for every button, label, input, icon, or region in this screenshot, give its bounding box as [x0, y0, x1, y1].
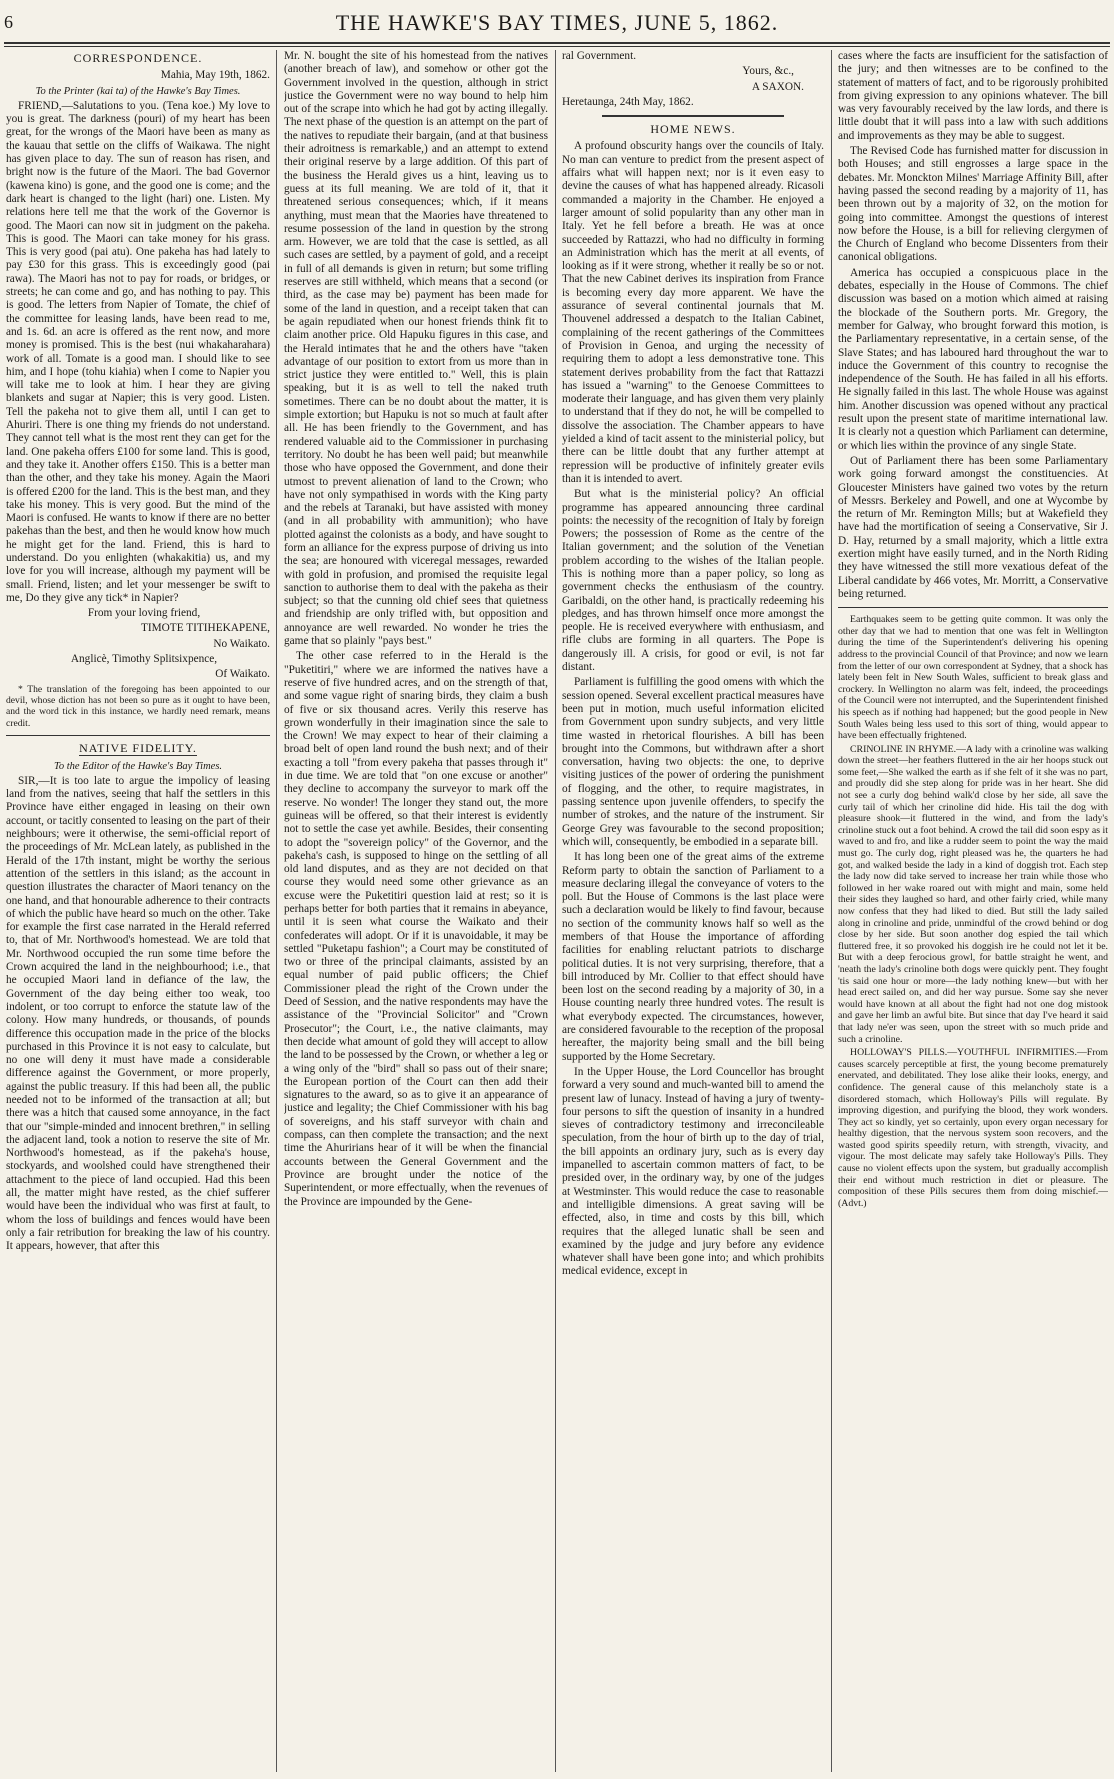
earthquake-paragraph: Earthquakes seem to be getting quite common. It was only the other day that we had to mention that one was felt in Wellington during the time of the Superintendent's delivering his opening address to the provincial Council of that Province; and now we learn from the letter of our own correspondent at Sydney, that a shock has lately been felt in New South Wales, sufficient to break glass and crockery. In Wellington no alarm was felt, indeed, the proceedings of the Council were not interrupted, and the Superintendent finished his speech as if nothing had happened; but the good people in New South Wales being less used to this sort of thing, would appear to have been effectually frightened.: [838, 614, 1108, 742]
masthead: [0, 6, 1114, 46]
column-4: [838, 50, 1108, 1772]
home-news-paragraph: A profound obscurity hangs over the councils of Italy. No man can venture to predict from the present aspect of affairs what will happen next; nor is it even easy to devine the causes of what has happened already. Ricasoli commanded a majority in the Chamber. He enjoyed a larger amount of solid popularity than any other man in Italy. Yet he fell before a breath. He was at once succeeded by Rattazzi, who had no difficulty in forming an Administration which has the merit at all events, of looking as if it were strong, whether it really be so or not. That the new Cabinet derives its inspiration from France is becoming every day more apparent. We have the assurance of several continental journals that M. Thouvenel addressed a despatch to the Italian Cabinet, complaining of the recent gatherings of the Committees of Provision in Genoa, and urging the necessity of requiring them to adopt a less demonstrative tone. This statement derives probability from the fact that Rattazzi has issued a "warning" to the Genoese Committees to moderate their language, and has given them very plainly to understand that if they do not, he will be compelled to dissolve the association. The Chamber appears to have yielded a kind of tacit assent to the ministerial policy, but there can be little doubt that any further attempt at repression will be productive of infinitely greater evils than it is intended to avert.: [562, 140, 824, 485]
letter-signature: TIMOTE TITIHEKAPENE,: [140, 622, 270, 635]
column-1: [6, 50, 270, 1772]
home-news-paragraph: Parliament is fulfilling the good omens with which the session opened. Several excellent practical measures have been put in motion, much useful information elicited from Government upon sundry subjects, and very little time wasted in rhetorical flourishes. A bill has been brought into the Commons, but withdrawn after a short conversation, having two objects: the one, to deprive visiting justices of the power of ordering the punishment of flogging, and the other, to require magistrates, in passing sentence upon juvenile offenders, to specify the number of strokes, and the nature of the instrument. Sir George Grey was favourable to the second proposition; which will, consequently, be embodied in a separate bill.: [562, 676, 824, 848]
home-news-heading: HOME NEWS.: [650, 122, 736, 137]
letter-signature-place: No Waikato.: [213, 637, 270, 650]
section-divider: [838, 607, 1108, 608]
holloway-title: HOLLOWAY'S PILLS.—YOUTHFUL INFIRMITIES.: [850, 1047, 1077, 1059]
home-news-paragraph: Out of Parliament there has been some Parliamentary work going forward amongst the constituencies. At Gloucester Ministers have gained two votes by the return of Messrs. Berkeley and Powell, and one at Wycombe by the return of Mr. Remington Mills; but at Wakefield they have had the mortification of seeing a Conservative, Sir J. D. Hay, returned by a small majority, which a little extra exertion might have easily turned, and in the North Riding they have witnessed the still more vexatious defeat of the Liberal candidate by 466 votes, Mr. Morritt, a Conservative being returned.: [838, 454, 1108, 600]
crinoline-title: CRINOLINE IN RHYME.: [850, 743, 957, 755]
letter-closing: From your loving friend,: [87, 607, 201, 620]
holloway-text: —From causes scarcely perceptible at first, the young become prematurely enervated, and debilitated. They lose alike their looks, energy, and confidence. The general cause of this melancholy state is a disordered stomach, which Holloway's Pills will regulate. By improving digestion, and purifying the blood, they work wonders. They act so kindly, yet so certainly, upon every organ necessary for healthy digestion, that the nervous system soon recovers, and the wasted good spirits speedily return, with strength, vivacity, and vigour. The most delicate may safely take Holloway's Pills. They cause no violent effects upon the system, but gradually accomplish their end without much restriction in diet or pleasure. The composition of these Pills secures them from doing mischief.—(Advt.): [838, 1047, 1108, 1209]
letter-body: FRIEND,—Salutations to you. (Tena koe.) My love to you is great. The darkness (pouri) of my heart has been great, for the wrongs of the Maori have been as many as the kauau that settle on the cliffs of Waikawa. The night has given place to day. The sun of reason has risen, and bright now is the future of the Maori. The bad Governor (kawena kino) is gone, and the good one is come; and the dark heart is changed to the light (hari) one. Listen. My relations here tell me that the work of the Governor is good. The Maori can now sit in judgment on the pakeha. This is good. The Maori can take money for his grass. This is very good (pai atu). One pakeha has had lately to pay £30 for this grass. This is exceedingly good (pai rawa). The Maori has not to pay for roads, or bridges, or streets; he can come and go, and has nothing to pay. This is good. The letters from Napier of Tomate, the chief of the committee for leasing lands, have been read to me, and 1s. 6d. an acre is offered as the rent now, and more money is promised. This is the best (nui whakaharahara) work of all. Tomate is a good man. I should like to see him, and I hope (tohu kiahia) when I come to Napier you will take me to look at him. I hear they are giving blankets and sugar at Napier; this is very good. Listen. Tell the pakeha not to give them all, until I can get to Ahuriri. There is one thing my friends do not understand. They cannot tell what is the most rent they can get for the land. One pakeha offers £100 for some land. This is good, and they take it. Another offers £150. This is a better man than the other, and they take his money. Again the Maori is offered £200 for the land. This is the best man, and they take his money. This is very good. But the mind of the Maori is confused. He wants to know if there are no better pakehas than the best, and then he would know how much he might get for the land. Friend, this is hard to understand. Do you enlighten (whakakitia) us, and my love for you will increase, although my payment will be small. Friend, listen; and let your messenger be swift to me, Do they give any tick* in Napier?: [6, 99, 270, 604]
column-divider: [276, 50, 277, 1772]
native-fidelity-puketitiri: The other case referred to in the Herald is the "Puketitiri," where we are informed the natives have a reserve of five hundred acres, and on the strength of that, and some vague right of snaring birds, they claim a bush of five or six thousand acres. Verily this reserve has grown wonderfully in their imagination since the sale to the Crown! We may expect to hear of their claiming a broad belt of open land round the bush next; and of their exacting a toll "from every pakeha that passes through it" in due time. We are told that "on one excuse or another" they decline to accompany the surveyor to mark off the reserve. No wonder! The longer they stand out, the more guineas will be offered, so that their interest is evidently not to settle the case yet awhile. Besides, their consenting to adopt the "sovereign policy" of the Governor, and the pakeha's cash, is supposed to hinge on the settling of all old land disputes, and as they are not decided on that course they would need some other grievance as an excuse were the Puketitiri question laid at rest; so it is perhaps better for both parties that it remains in abeyance, until it is seen what course the Waikato and their confederates will adopt. Or if it is unavoidable, it may be settled "Puketapu fashion"; a Court may be constituted of two or three of the principal claimants, assisted by an equal number of paid public officers; the Chief Commissioner plead the right of the Crown under the Deed of Session, and the native respondents may have the assistance of the "Provincial Solicitor" and "Crown Prosecutor"; the Court, i.e., the native claimants, may then decide what amount of gold they will accept to allow the land to be possessed by the Crown, or whether a leg or a wing only of the "bird" shall so pass out of their snare; the European portion of the Court can then add their signatures to the award, so as to give it an appearance of justice and legality; the Chief Commissioner with his bag of sovereigns, and his staff surveyor with chain and compass, can then complete the transaction; and the next time the Ahuririans hear of it will be when the financial accounts between the General Government and the Province are brought under the notice of the Superintendent, or more effectually, when the revenues of the Province are impounded by the Gene-: [284, 650, 548, 1208]
masthead-rule-thin: [4, 46, 1110, 47]
native-fidelity-heading-text: NATIVE FIDELITY.: [79, 741, 197, 756]
column-2: [284, 50, 548, 1772]
correspondence-heading: CORRESPONDENCE.: [73, 51, 203, 65]
column-divider: [831, 50, 832, 1772]
newspaper-title: THE HAWKE'S BAY TIMES, JUNE 5, 1862.: [335, 10, 779, 35]
saxon-closing: Yours, &c.,: [742, 65, 794, 78]
native-fidelity-addressee: To the Editor of the Hawke's Bay Times.: [53, 760, 223, 772]
native-fidelity-continued: Mr. N. bought the site of his homestead from the natives (another breach of law), and somehow or other got the Government involved in the question, although in strict justice the Government were no way bound to help him out of the scrape into which he had got by acting illegally. The next phase of the question is an attempt on the part of the natives to repudiate their bargain, (and at that business their adroitness is remarkable,) and an attempt to extend their original reserve by a large addition. Of this part of the business the Herald gives us a hint, leaving us to guess at its full meaning. We are told of it, that it threatened serious consequences; which, if it means anything, must mean that the Maories have threatened to resume possession of the land in question by the strong arm. However, we are told that the case is settled, as all such cases are settled, by a payment of gold, and a receipt in full of all demands is given in return; but some trifling reserves are still withheld, which means that a second (or third, as the case may be) payment has been made for some of the land in question, and a receipt taken that can be again repudiated when our honest friends think fit to claim another price. Old Hapuku figures in this case, and the Herald intimates that he and the others have "taken advantage of our position to extort from us more than in strict justice they were entitled to." Well, this is plain speaking, but it is as well to tell the naked truth sometimes. There can be no doubt about the matter, it is simple extortion; but Hapuku is not so much at fault after all. He has been friendly to the Government, and has rendered valuable aid to the Commissioner in purchasing territory. No doubt he has been well paid; but meanwhile those who have opposed the Government, and done their utmost to prevent alienation of land to the Crown; who have not only sympathised in words with the King party and the rebels at Taranaki, but have assisted with money (and in all probability with ammunition); who have plotted against the colonists as a body, and have sought to form an alliance for the express purpose of driving us into the sea; are honoured with viceregal messages, rewarded with gold in profusion, and promised the requisite legal sanction to authorise them to deal with the pakeha as their subject; so that the cunning old chief sees that quietness and friendship are only trifled with, but opposition and annoyance are well rewarded. No wonder he tries the game that so plainly "pays best.": [284, 50, 548, 648]
column-3: [562, 50, 824, 1772]
native-fidelity-heading: [6, 742, 270, 755]
masthead-rule: [4, 42, 1110, 44]
saxon-signature: A SAXON.: [751, 80, 804, 93]
column-divider: [555, 50, 556, 1772]
home-news-paragraph: It has long been one of the great aims of the extreme Reform party to obtain the sanction of Parliament to a measure declaring illegal the conveyance of voters to the poll. But the House of Commons is the last place were such a declaration would be likely to find favour, because no section of the community knows half so well as the members of that House the importance of affording facilities for enabling reluctant patriots to discharge political duties. It is not very surprising, therefore, that a bill introduced by Mr. Collier to that effect should have been lost on the second reading by a majority of 30, in a House counting nearly three hundred votes. The result is what everybody expected. The circumstances, however, are considered favourable to the reception of the proposal hereafter, the majority being small and the bill being supported by the Home Secretary.: [562, 851, 824, 1063]
letter-signature-anglice: Anglicè, Timothy Splitsixpence,: [70, 653, 218, 666]
crinoline-text: —A lady with a crinoline was walking down the street—her feathers fluttered in the air her hoops stuck out some feet,—She walked the earth as if she felt of it she was no part, and proudly did she step along for pride was in her heart. She did not see a curly dog behind walk'd close by her side, all save the curly tail of which her crinoline did hide. His tail the dog with pleasure shook—it fluttered in the wind, and from the lady's crinoline stuck out a foot behind. A crowd the tail did soon espy as it waved to and fro, and like a rudder seem to point the way the maid must go. The curly dog, right pleased was he, the quarters he had got, and walked beside the lady in a kind of doggish trot. Each step the lady now did take served to increase her train while those who followed in her wake roared out with might and main, some held their sides they laughed so hard, and other fairly cried, while many now confess that they had liked to died. But still the lady sailed along in crinoline and pride, unmindful of the crowd behind or dog close by her side. But soon another dog espied the tail which fluttered free, it so provoked his doggish ire he could not let it be. But with a deep ferocious growl, for battle straight he went, and 'neath the lady's crinoline both dogs were quickly pent. They fought 'tis said one hour or more—the lady nothing knew—but with her head erect sailed on, and did her way pursue. Some say she never would have known at all about the fight had not one dog mistook and gave her limb an awful bite. But since that day I've heard it said that lady ne'er was seen, upon the street with so much pride and such a crinoline.: [838, 743, 1108, 1045]
letter-addressee: To the Printer (kai ta) of the Hawke's Bay Times.: [35, 85, 241, 97]
section-divider: [602, 115, 784, 117]
page-number: 6: [4, 12, 13, 32]
native-fidelity-body: SIR,—It is too late to argue the impolicy of leasing land from the natives, seeing that half the settlers in this Province have either engaged in leasing on their own account, or tacitly consented to leasing on the part of their neighbours; were it otherwise, the semi-official report of the proceedings of Mr. McLean lately, as published in the Herald of the 17th instant, might be worthy the serious attention of the settlers in this island; as the account in question illustrates the character of Maori tenancy on the one hand, and that honourable adherence to their contracts of which the public have heard so much on the other. Take for example the first case narrated in the Herald referred to, that of Mr. Northwood's homestead. We are told that Mr. Northwood occupied the run some time before the Crown acquired the land in the neighbourhood; i.e., that he occupied Maori land in defiance of the law, the Government of the day being either too weak, too indolent, or too corrupt to enforce the statute law of the colony. How many hundreds, or thousands, of pounds difference this occupation made in the price of the blocks purchased in this Province it is not easy to calculate, but no one will deny it must have made a considerable difference against the Government, or more properly, against the public treasury. If this had been all, the public needed not to be informed of the transaction at all; but there was a hitch that caused some annoyance, in the fact that our "simple-minded and innocent brethren," in selling the adjacent land, took a notion to reserve the site of Mr. Northwood's homestead, as if the pakeha's house, stockyards, and woolshed could have strengthened their attachment to the piece of land occupied. Had this been all, the matter might have rested, as the chief sufferer would have been the individual who was first at fault, to whom the loss of buildings and fences would have been only a fair retribution for breaking the law of his country. It appears, however, that after this: [6, 774, 270, 1253]
home-news-paragraph: cases where the facts are insufficient for the satisfaction of the jury; and then witnesses are to be confined to the statement of matters of fact, and to be rigorously prohibited from giving expression to any opinions whatever. The bill was very favourably received by the law lords, and there is little doubt that it will pass into a law with such additions and improvements as they may be able to suggest.: [838, 50, 1108, 142]
home-news-paragraph: America has occupied a conspicuous place in the debates, especially in the House of Commons. The chief discussion was based on a motion which aimed at raising the blockade of the Southern ports. Mr. Gregory, the member for Galway, who brought forward this motion, is the Parliamentary representative, in a certain sense, of the Slave States; and has laboured hard throughout the war to induce the Government of this country to recognise the independence of the South. He has failed in all his efforts. He signally failed in this last. The whole House was against him. Another discussion was opened without any practical result upon the present state of maritime international law. It is clearly not a question which Parliament can determine, or which lies within the province of any single State.: [838, 266, 1108, 452]
native-fidelity-end: ral Government.: [562, 50, 637, 62]
letter-dateline: Mahia, May 19th, 1862.: [160, 69, 270, 82]
section-divider: [6, 735, 270, 736]
holloway-advert: [838, 1047, 1108, 1209]
home-news-paragraph: The Revised Code has furnished matter for discussion in both Houses; and still engrosses a large space in the debates. Mr. Monckton Milnes' Marriage Affinity Bill, after having passed the second reading by a majority of 11, has been thrown out by a majority of 32, on the motion for going into committee. Amongst the questions of interest now before the House, is a bill for relieving clergymen of the Church of England who become Dissenters from their canonical obligations.: [838, 145, 1108, 264]
home-news-paragraph: In the Upper House, the Lord Councellor has brought forward a very sound and much-wanted bill to amend the present law of lunacy. Instead of having a jury of twenty-four persons to sift the question of insanity in a hundred sieves of contradictory testimony and irreconcileable speculation, from the hour of birth up to the day of trial, the bill appoints an ordinary jury, such as is every day impanelled to ascertain common matters of fact, to be presided over, in the ordinary way, by one of the judges at Westminster. This would reduce the case to reasonable and intelligible dimensions. A great saving will be effected, also, in time and costs by this bill, which requires that the alleged lunatic shall be seen and examined by the judge and jury before any evidence whatever shall have been gone into; and which prohibits medical evidence, except in: [562, 1065, 824, 1278]
letter-signature-place2: Of Waikato.: [215, 668, 270, 681]
crinoline-paragraph: [838, 744, 1108, 1045]
home-news-paragraph: But what is the ministerial policy? An official programme has appeared announcing three cardinal points: the necessity of the recognition of Italy by foreign Powers; the possession of Rome as the centre of the Italian government; and the solution of the Venetian problem according to the wishes of the Italian people. This is nothing more than a paper policy, so long as government checks the enthusiasm of the country. Garibaldi, on the other hand, is practically redeeming his pledges, and has thrown himself once more amongst the people. He is received everywhere with enthusiasm, and rifle clubs are forming in all quarters. The Pope is dangerously ill. A crisis, for good or evil, is not far distant.: [562, 488, 824, 674]
footnote: * The translation of the foregoing has been appointed to our devil, whose diction has not been so pure as it ought to have been, and the word tick in this instance, we hardly need remark, means credit.: [6, 683, 270, 729]
saxon-dateline: Heretaunga, 24th May, 1862.: [562, 95, 694, 108]
